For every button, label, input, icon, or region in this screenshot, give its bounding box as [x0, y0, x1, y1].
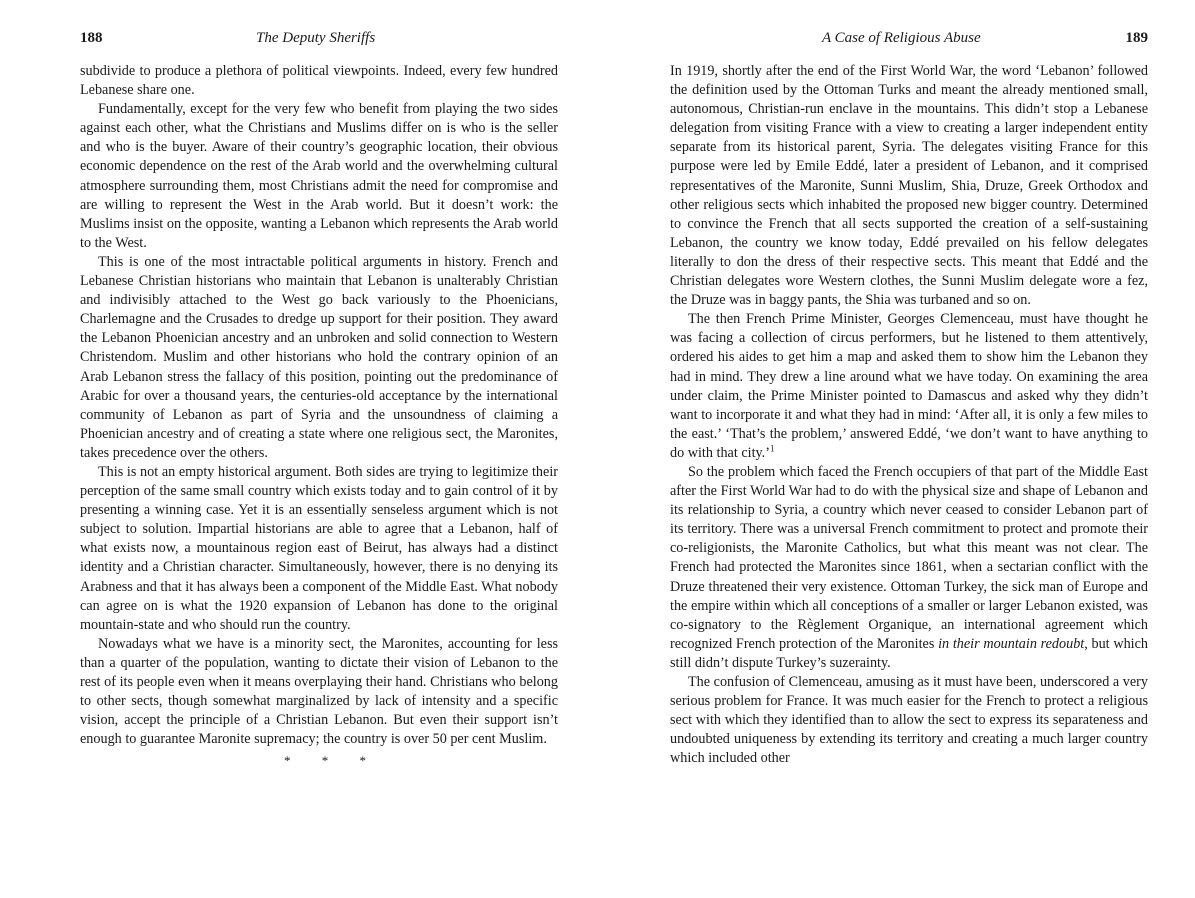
paragraph-text: , but which still didn’t dispute Turkey’s suzerainty.	[670, 635, 1148, 671]
paragraph: subdivide to produce a plethora of political viewpoints. Indeed, every few hundred Lebanese share one.	[80, 63, 558, 99]
paragraph-text: The then French Prime Minister, Georges Clemenceau, must have thought he was facing a collection of circus performers, but he listened to them attentively, ordered his aides to get him a map and asked them to show him the Lebanon they had in mind. They drew a line around what we have today. On examining the area under claim, the Prime Minister pointed to Damascus and asked why they didn’t want to incorporate it and what they had in mind: ‘After all, it is only a few miles to the east.’ ‘That’s the problem,’ answered Eddé, ‘we don’t want to have anything to do with that city.’	[670, 311, 1148, 461]
italic-phrase: in their mountain redoubt	[938, 635, 1085, 652]
page-number: 188	[80, 30, 103, 46]
running-head	[670, 30, 1148, 52]
paragraph: Fundamentally, except for the very few who benefit from playing the two sides against each other, what the Christians and Muslims differ on is who is the seller and who is the buyer. Aware of their country’s geographic location, their obvious economic dependence on the rest of the Arab world and the overwhelming cultural atmosphere surrounding them, most Christians admit the need for compromise and are willing to represent the West in the Arab world. But it doesn’t work: the Muslims insist on the opposite, wanting a Lebanon which represents the Arab world to the West.	[80, 101, 558, 251]
paragraph: This is not an empty historical argument. Both sides are trying to legitimize their perception of the same small country which exists today and to gain control of it by presenting a winning case. Yet it is an essentially senseless argument which is not subject to solution. Impartial historians are able to agree that a Lebanon, half of what exists now, a mountainous region east of Beirut, has always had a distinct identity and a Christian character. Simultaneously, however, there is no denying its Arabness and that it has always been a component of the Middle East. What nobody can agree on is what the 1920 expansion of Lebanon has done to the original mountain-state and who should run the country.	[80, 463, 558, 633]
running-title: The Deputy Sheriffs	[256, 30, 376, 46]
paragraph-text: So the problem which faced the French occupiers of that part of the Middle East after the First World War had to do with the physical size and shape of Lebanon and its relationship to Syria, a country which never ceased to consider Lebanon part of its territory. There was a universal French commitment to protect and promote their co-religionists, the Maronite Catholics, but what this meant was not clear. The French had protected the Maronites since 1861, when a sectarian conflict with the Druze threatened their very existence. Ottoman Turkey, the sick man of Europe and the empire within which all conceptions of a smaller or larger Lebanon existed, was co-signatory to the Règlement Organique, an international agreement which recognized French protection of the Maronites	[670, 463, 1148, 652]
paragraph: This is one of the most intractable political arguments in history. French and Lebanese Christian historians who maintain that Lebanon is unalterably Christian and indivisibly attached to the West go back variously to the Phoenicians, Charlemagne and the Crusades to dredge up support for their position. They award the Lebanon Phoenician ancestry and an unbroken and solid connection to Western Christendom. Muslim and other historians who hold the contrary opinion of an Arab Lebanon stress the fallacy of this position, pointing out the predominance of Arabic for over a thousand years, the centuries-old acceptance by the international community of Lebanon as part of Syria and the unsoundness of claiming a Phoenician ancestry and of creating a state where one religious sect, the Maronites, takes precedence over the others.	[80, 253, 558, 461]
paragraph	[670, 463, 1148, 673]
footnote-reference: 1	[769, 443, 775, 454]
paragraph: The confusion of Clemenceau, amusing as it must have been, underscored a very serious problem for France. It was much easier for the French to protect a religious sect with which they identified than to allow the sect to express its separateness and undoubted uniqueness by extending its territory and creating a much larger country which included other	[670, 674, 1148, 767]
body-text	[80, 62, 558, 770]
section-break: * * *	[284, 753, 366, 769]
paragraph	[670, 310, 1148, 463]
right-page	[670, 0, 1148, 898]
running-title: A Case of Religious Abuse	[822, 30, 981, 46]
paragraph: In 1919, shortly after the end of the First World War, the word ‘Lebanon’ followed the definition used by the Ottoman Turks and meant the already mentioned small, autonomous, Christian-run enclave in the mountains. This didn’t stop a Lebanese delegation from visiting France with a view to creating a larger independent entity separate from its historical parent, Syria. The delegates visiting France for this purpose were led by Emile Eddé, later a president of Lebanon, and it comprised representatives of the Maronite, Sunni Muslim, Shia, Druze, Greek Orthodox and other religious sects which inhabited the proposed new bigger country. Determined to convince the French that all sects supported the creation of a self-sustaining Lebanon, the country we know today, Eddé prevailed on his fellow delegates literally to don the dress of their respective sects. This meant that Eddé and the Christian delegates wore Western clothes, the Sunni Muslim delegate wore a fez, the Druze was in baggy pants, the Shia was turbaned and so on.	[670, 63, 1148, 309]
left-page	[80, 0, 558, 898]
body-text	[670, 62, 1148, 768]
page-number: 189	[1125, 30, 1148, 46]
running-head	[80, 30, 558, 52]
paragraph: Nowadays what we have is a minority sect, the Maronites, accounting for less than a quarter of the population, wanting to dictate their vision of Lebanon to the rest of its people even when it means overplaying their hand. Christians who belong to other sects, though somewhat marginalized by lack of intensity and a specific vision, accept the principle of a Christian Lebanon. But even their support isn’t enough to guarantee Maronite supremacy; the country is over 50 per cent Muslim.	[80, 635, 558, 748]
